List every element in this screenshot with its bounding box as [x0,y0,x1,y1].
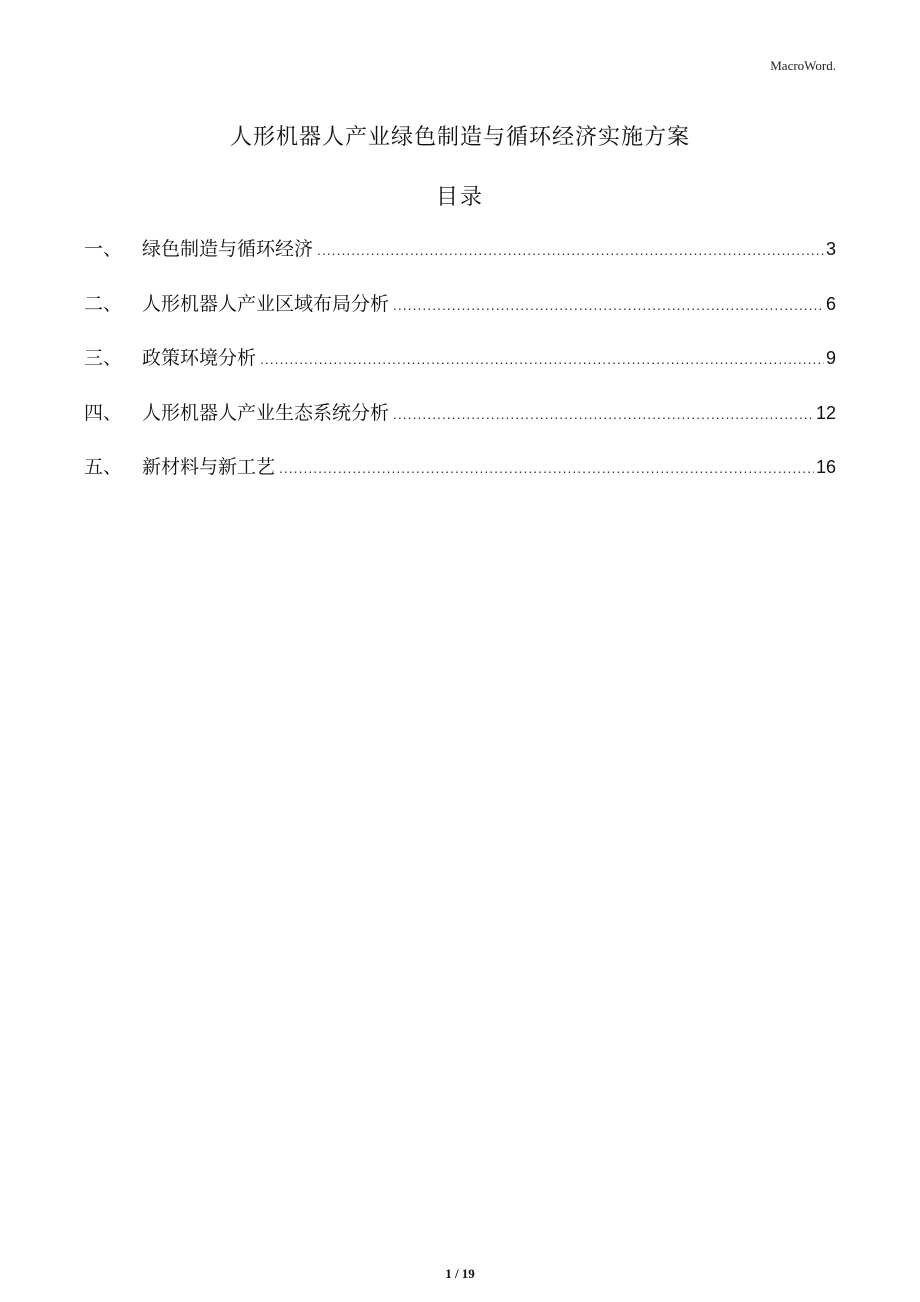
toc-entry-label: 政策环境分析 [142,347,257,369]
toc-entry-number: 二、 [84,292,123,315]
toc-dot-leader [279,460,814,476]
toc-dot-leader [317,242,824,258]
toc-heading: 目录 [435,185,484,210]
toc-entry[interactable] [84,452,836,507]
toc-entry[interactable] [84,398,836,453]
page-number: 1 / 19 [445,1266,475,1281]
toc-entry-page: 9 [825,348,836,368]
header-brand: MacroWord. [770,58,836,73]
toc-entry-page: 16 [815,457,836,477]
toc-entry[interactable] [84,289,836,344]
toc-entry-label: 人形机器人产业生态系统分析 [142,401,390,424]
toc-entry-number: 四、 [84,401,123,424]
toc-dot-leader [393,297,824,313]
document-title: 人形机器人产业绿色制造与循环经济实施方案 [229,125,690,150]
toc-dot-leader [393,406,814,422]
toc-entry-number: 五、 [84,456,123,478]
toc-entry-label: 绿色制造与循环经济 [142,238,314,260]
toc-entry[interactable] [84,234,836,289]
toc-entry-page: 12 [815,402,836,423]
toc-entry[interactable] [84,343,836,398]
toc-entry-label: 新材料与新工艺 [142,456,276,478]
toc-entry-label: 人形机器人产业区域布局分析 [142,292,390,315]
toc-dot-leader [260,351,824,367]
toc-entry-page: 6 [825,293,836,314]
table-of-contents [84,234,836,507]
toc-entry-number: 三、 [84,347,123,369]
toc-entry-page: 3 [825,239,836,259]
toc-entry-number: 一、 [84,238,123,260]
